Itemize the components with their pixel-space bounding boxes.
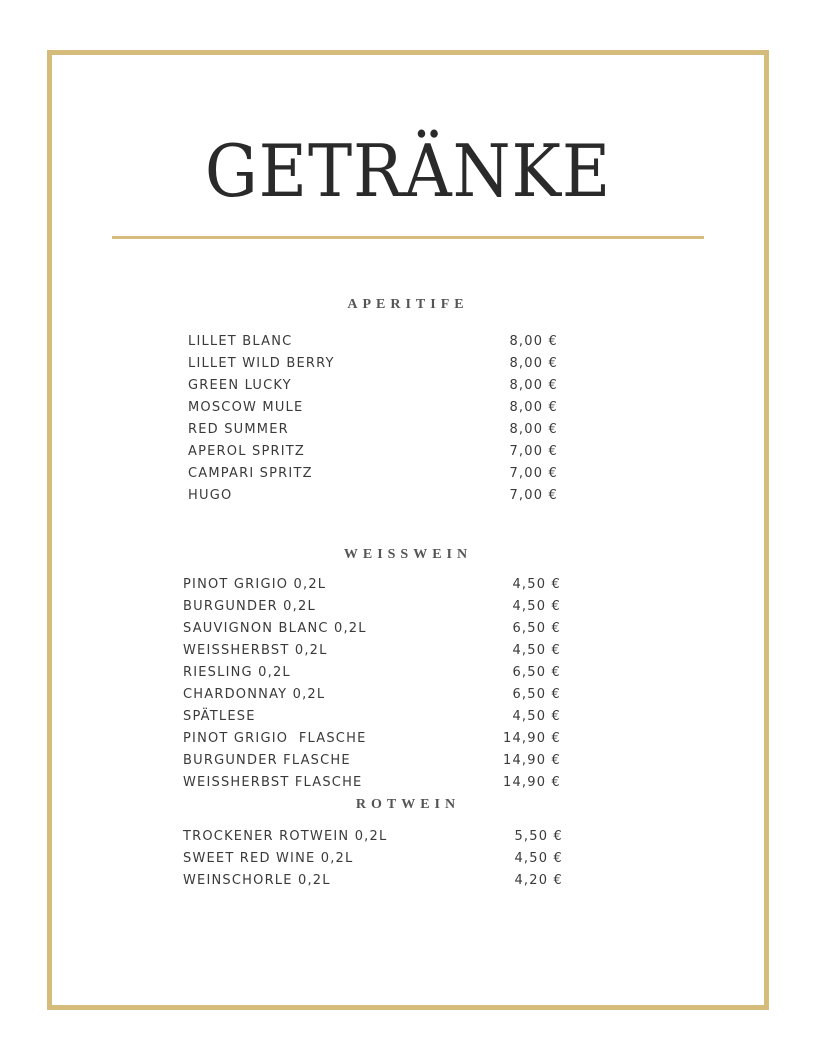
menu-item (188, 397, 558, 419)
menu-item-price: 7,00 € (509, 444, 558, 459)
menu-item-price: 14,90 € (502, 731, 561, 746)
menu-item (188, 463, 558, 485)
menu-item-price: 8,00 € (509, 422, 558, 437)
menu-item (188, 353, 558, 375)
section-heading-aperitife: APERITIFE (347, 297, 469, 312)
menu-item-name: SWEET RED WINE 0,2L (183, 851, 354, 866)
menu-item (183, 596, 561, 618)
menu-item-price: 7,00 € (509, 466, 558, 481)
menu-item-name: WEISSHERBST 0,2L (183, 643, 328, 658)
menu-item (183, 618, 561, 640)
menu-item-name: MOSCOW MULE (188, 400, 304, 415)
menu-item-name: BURGUNDER FLASCHE (183, 753, 351, 768)
menu-item-name: CAMPARI SPRITZ (188, 466, 313, 481)
menu-item (183, 772, 561, 794)
menu-item-name: GREEN LUCKY (188, 378, 292, 393)
menu-item-price: 8,00 € (509, 378, 558, 393)
weisswein-list (183, 574, 561, 794)
menu-item (183, 826, 563, 848)
menu-item-name: LILLET BLANC (188, 334, 293, 349)
menu-item-name: WEISSHERBST FLASCHE (183, 775, 363, 790)
menu-item-name: CHARDONNAY 0,2L (183, 687, 326, 702)
menu-item-price: 5,50 € (514, 829, 563, 844)
menu-item-name: BURGUNDER 0,2L (183, 599, 316, 614)
menu-item (183, 684, 561, 706)
menu-item (183, 574, 561, 596)
menu-item-price: 14,90 € (502, 775, 561, 790)
menu-item-price: 4,50 € (512, 599, 561, 614)
rotwein-list (183, 826, 563, 892)
menu-item (183, 706, 561, 728)
menu-item-price: 4,50 € (512, 577, 561, 592)
menu-item-name: RED SUMMER (188, 422, 289, 437)
menu-item-name: WEINSCHORLE 0,2L (183, 873, 331, 888)
menu-item-name: TROCKENER ROTWEIN 0,2L (183, 829, 388, 844)
menu-item-name: SPÄTLESE (183, 709, 256, 724)
menu-title: GETRÄNKE (204, 129, 612, 213)
menu-item (183, 848, 563, 870)
menu-item-name: APEROL SPRITZ (188, 444, 305, 459)
section-heading-rotwein: ROTWEIN (355, 797, 461, 812)
menu-item-name: PINOT GRIGIO 0,2L (183, 577, 327, 592)
menu-item-price: 6,50 € (512, 687, 561, 702)
menu-item-price: 4,20 € (514, 873, 563, 888)
menu-item-price: 8,00 € (509, 334, 558, 349)
menu-item-price: 8,00 € (509, 356, 558, 371)
menu-item-price: 4,50 € (512, 643, 561, 658)
menu-item (188, 485, 558, 507)
menu-item-price: 4,50 € (514, 851, 563, 866)
menu-item (188, 331, 558, 353)
menu-item-price: 7,00 € (509, 488, 558, 503)
menu-item-name: LILLET WILD BERRY (188, 356, 335, 371)
menu-item-price: 4,50 € (512, 709, 561, 724)
menu-item (188, 375, 558, 397)
menu-item-name: HUGO (188, 488, 233, 503)
menu-item-price: 6,50 € (512, 665, 561, 680)
aperitife-list (188, 331, 558, 507)
menu-item (183, 640, 561, 662)
menu-item-name: SAUVIGNON BLANC 0,2L (183, 621, 367, 636)
title-divider (112, 236, 704, 239)
menu-item-name: RIESLING 0,2L (183, 665, 291, 680)
menu-item (188, 441, 558, 463)
menu-item (183, 662, 561, 684)
menu-item (188, 419, 558, 441)
menu-item (183, 750, 561, 772)
menu-item-price: 8,00 € (509, 400, 558, 415)
menu-item (183, 728, 561, 750)
menu-item-price: 14,90 € (502, 753, 561, 768)
menu-item-name: PINOT GRIGIO FLASCHE (183, 731, 367, 746)
menu-item-price: 6,50 € (512, 621, 561, 636)
menu-item (183, 870, 563, 892)
section-heading-weisswein: WEISSWEIN (343, 547, 473, 562)
